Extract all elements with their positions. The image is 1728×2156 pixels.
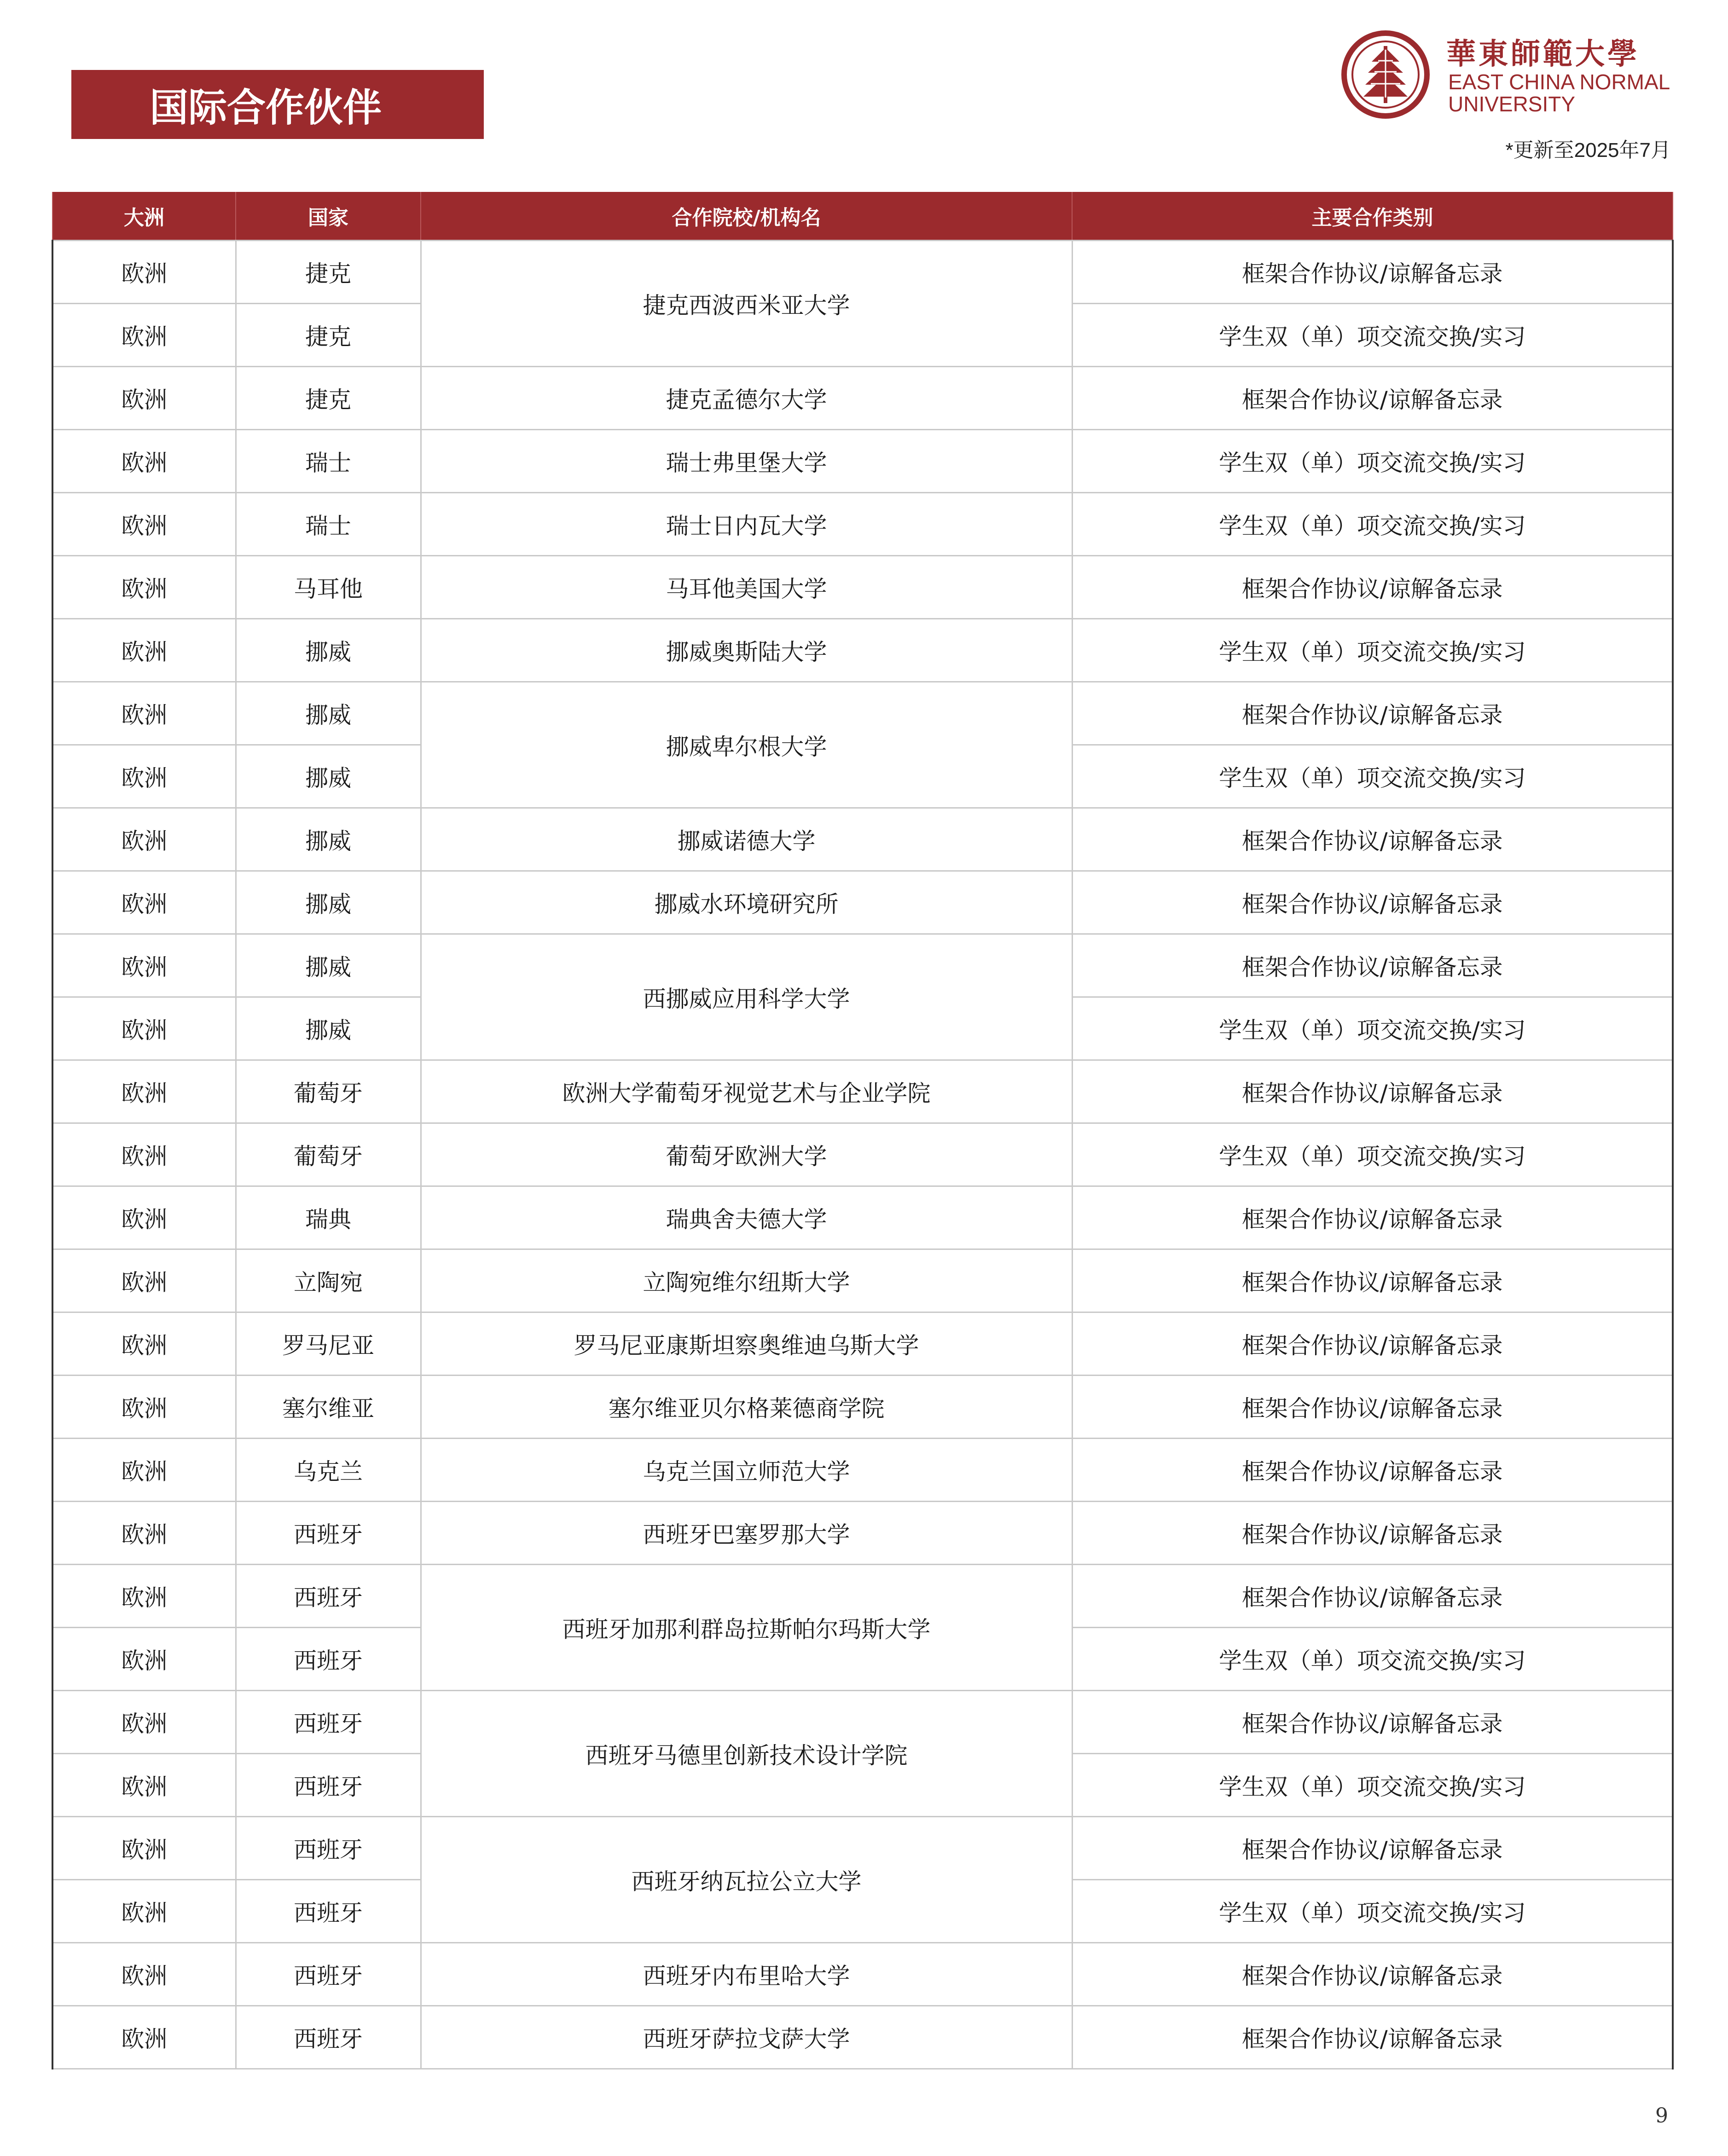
table-row (52, 871, 1673, 934)
category-cell: 框架合作协议/谅解备忘录 (1072, 682, 1673, 745)
table-header-row (52, 192, 1673, 241)
country-cell: 西班牙 (236, 1943, 421, 2006)
continent-cell: 欧洲 (52, 1754, 236, 1817)
country-cell: 立陶宛 (236, 1249, 421, 1312)
continent-cell: 欧洲 (52, 745, 236, 808)
category-cell: 框架合作协议/谅解备忘录 (1072, 556, 1673, 619)
category-cell: 框架合作协议/谅解备忘录 (1072, 367, 1673, 430)
category-cell: 框架合作协议/谅解备忘录 (1072, 241, 1673, 304)
country-cell: 瑞士 (236, 493, 421, 556)
country-cell: 捷克 (236, 304, 421, 367)
category-cell: 框架合作协议/谅解备忘录 (1072, 1943, 1673, 2006)
continent-cell: 欧洲 (52, 871, 236, 934)
partners-table-container (52, 192, 1672, 2069)
continent-cell: 欧洲 (52, 241, 236, 304)
continent-cell: 欧洲 (52, 1186, 236, 1249)
institution-cell: 西班牙马德里创新技术设计学院 (421, 1691, 1072, 1817)
continent-cell: 欧洲 (52, 1312, 236, 1376)
continent-cell: 欧洲 (52, 682, 236, 745)
country-cell: 葡萄牙 (236, 1123, 421, 1186)
category-cell: 框架合作协议/谅解备忘录 (1072, 1186, 1673, 1249)
institution-cell: 挪威奥斯陆大学 (421, 619, 1072, 682)
country-cell: 瑞士 (236, 430, 421, 493)
country-cell: 西班牙 (236, 1817, 421, 1880)
category-cell: 框架合作协议/谅解备忘录 (1072, 808, 1673, 871)
continent-cell: 欧洲 (52, 1439, 236, 1502)
category-cell: 框架合作协议/谅解备忘录 (1072, 934, 1673, 997)
institution-cell: 乌克兰国立师范大学 (421, 1439, 1072, 1502)
country-cell: 挪威 (236, 619, 421, 682)
institution-cell: 马耳他美国大学 (421, 556, 1072, 619)
country-cell: 捷克 (236, 241, 421, 304)
institution-cell: 捷克孟德尔大学 (421, 367, 1072, 430)
institution-cell: 瑞士日内瓦大学 (421, 493, 1072, 556)
logo-english-line1: EAST CHINA NORMAL (1448, 70, 1670, 94)
continent-cell: 欧洲 (52, 1880, 236, 1943)
institution-cell: 欧洲大学葡萄牙视觉艺术与企业学院 (421, 1060, 1072, 1123)
table-row (52, 934, 1673, 997)
category-cell: 框架合作协议/谅解备忘录 (1072, 2006, 1673, 2069)
table-row (52, 1502, 1673, 1565)
column-header-continent: 大洲 (52, 192, 236, 241)
country-cell: 挪威 (236, 745, 421, 808)
column-header-category: 主要合作类别 (1072, 192, 1673, 241)
continent-cell: 欧洲 (52, 2006, 236, 2069)
country-cell: 挪威 (236, 682, 421, 745)
table-row (52, 1691, 1673, 1754)
institution-cell: 西班牙内布里哈大学 (421, 1943, 1072, 2006)
institution-cell: 挪威卑尔根大学 (421, 682, 1072, 808)
continent-cell: 欧洲 (52, 1943, 236, 2006)
category-cell: 学生双（单）项交流交换/实习 (1072, 1754, 1673, 1817)
table-row (52, 1376, 1673, 1439)
continent-cell: 欧洲 (52, 430, 236, 493)
category-cell: 学生双（单）项交流交换/实习 (1072, 619, 1673, 682)
institution-cell: 捷克西波西米亚大学 (421, 241, 1072, 367)
continent-cell: 欧洲 (52, 493, 236, 556)
table-row (52, 367, 1673, 430)
institution-cell: 挪威诺德大学 (421, 808, 1072, 871)
category-cell: 框架合作协议/谅解备忘录 (1072, 1249, 1673, 1312)
category-cell: 学生双（单）项交流交换/实习 (1072, 997, 1673, 1060)
category-cell: 框架合作协议/谅解备忘录 (1072, 1312, 1673, 1376)
country-cell: 塞尔维亚 (236, 1376, 421, 1439)
country-cell: 挪威 (236, 934, 421, 997)
country-cell: 西班牙 (236, 1880, 421, 1943)
partners-table (52, 192, 1674, 2069)
table-row (52, 682, 1673, 745)
country-cell: 瑞典 (236, 1186, 421, 1249)
category-cell: 学生双（单）项交流交换/实习 (1072, 493, 1673, 556)
continent-cell: 欧洲 (52, 1123, 236, 1186)
category-cell: 学生双（单）项交流交换/实习 (1072, 745, 1673, 808)
table-row (52, 1312, 1673, 1376)
table-body (52, 241, 1673, 2069)
update-note: *更新至2025年7月 (1505, 139, 1671, 162)
country-cell: 西班牙 (236, 2006, 421, 2069)
table-row (52, 1943, 1673, 2006)
country-cell: 挪威 (236, 808, 421, 871)
category-cell: 框架合作协议/谅解备忘录 (1072, 1565, 1673, 1628)
institution-cell: 罗马尼亚康斯坦察奥维迪乌斯大学 (421, 1312, 1072, 1376)
table-row (52, 241, 1673, 304)
institution-cell: 葡萄牙欧洲大学 (421, 1123, 1072, 1186)
university-logo (1339, 29, 1680, 121)
country-cell: 罗马尼亚 (236, 1312, 421, 1376)
table-row (52, 1060, 1673, 1123)
country-cell: 挪威 (236, 997, 421, 1060)
category-cell: 框架合作协议/谅解备忘录 (1072, 1691, 1673, 1754)
continent-cell: 欧洲 (52, 997, 236, 1060)
institution-cell: 西挪威应用科学大学 (421, 934, 1072, 1060)
institution-cell: 瑞士弗里堡大学 (421, 430, 1072, 493)
institution-cell: 西班牙纳瓦拉公立大学 (421, 1817, 1072, 1943)
table-row (52, 1123, 1673, 1186)
institution-cell: 挪威水环境研究所 (421, 871, 1072, 934)
table-row (52, 1186, 1673, 1249)
category-cell: 学生双（单）项交流交换/实习 (1072, 1123, 1673, 1186)
category-cell: 框架合作协议/谅解备忘录 (1072, 1376, 1673, 1439)
continent-cell: 欧洲 (52, 1817, 236, 1880)
institution-cell: 西班牙萨拉戈萨大学 (421, 2006, 1072, 2069)
category-cell: 框架合作协议/谅解备忘录 (1072, 1060, 1673, 1123)
table-row (52, 2006, 1673, 2069)
table-row (52, 1817, 1673, 1880)
continent-cell: 欧洲 (52, 1565, 236, 1628)
continent-cell: 欧洲 (52, 1502, 236, 1565)
column-header-country: 国家 (236, 192, 421, 241)
category-cell: 框架合作协议/谅解备忘录 (1072, 871, 1673, 934)
table-row (52, 493, 1673, 556)
table-row (52, 430, 1673, 493)
country-cell: 马耳他 (236, 556, 421, 619)
continent-cell: 欧洲 (52, 934, 236, 997)
country-cell: 西班牙 (236, 1628, 421, 1691)
institution-cell: 瑞典舍夫德大学 (421, 1186, 1072, 1249)
category-cell: 框架合作协议/谅解备忘录 (1072, 1817, 1673, 1880)
table-row (52, 808, 1673, 871)
category-cell: 框架合作协议/谅解备忘录 (1072, 1439, 1673, 1502)
category-cell: 学生双（单）项交流交换/实习 (1072, 1880, 1673, 1943)
logo-english-name (1448, 71, 1687, 115)
category-cell: 学生双（单）项交流交换/实习 (1072, 1628, 1673, 1691)
table-row (52, 619, 1673, 682)
country-cell: 西班牙 (236, 1691, 421, 1754)
country-cell: 西班牙 (236, 1502, 421, 1565)
country-cell: 西班牙 (236, 1754, 421, 1817)
continent-cell: 欧洲 (52, 619, 236, 682)
table-row (52, 1565, 1673, 1628)
institution-cell: 立陶宛维尔纽斯大学 (421, 1249, 1072, 1312)
continent-cell: 欧洲 (52, 304, 236, 367)
university-seal-icon (1339, 29, 1432, 121)
category-cell: 框架合作协议/谅解备忘录 (1072, 1502, 1673, 1565)
category-cell: 学生双（单）项交流交换/实习 (1072, 304, 1673, 367)
continent-cell: 欧洲 (52, 1628, 236, 1691)
institution-cell: 西班牙加那利群岛拉斯帕尔玛斯大学 (421, 1565, 1072, 1691)
page-title: 国际合作伙伴 (150, 84, 382, 130)
column-header-institution: 合作院校/机构名 (421, 192, 1072, 241)
country-cell: 葡萄牙 (236, 1060, 421, 1123)
continent-cell: 欧洲 (52, 1249, 236, 1312)
table-row (52, 1249, 1673, 1312)
logo-chinese-name: 華東師範大學 (1446, 37, 1640, 71)
table-row (52, 1439, 1673, 1502)
category-cell: 学生双（单）项交流交换/实习 (1072, 430, 1673, 493)
institution-cell: 塞尔维亚贝尔格莱德商学院 (421, 1376, 1072, 1439)
institution-cell: 西班牙巴塞罗那大学 (421, 1502, 1072, 1565)
page-title-banner (71, 70, 484, 139)
page-number: 9 (1655, 2104, 1668, 2127)
country-cell: 挪威 (236, 871, 421, 934)
country-cell: 捷克 (236, 367, 421, 430)
continent-cell: 欧洲 (52, 1376, 236, 1439)
logo-english-line2: UNIVERSITY (1448, 92, 1576, 116)
continent-cell: 欧洲 (52, 808, 236, 871)
continent-cell: 欧洲 (52, 556, 236, 619)
continent-cell: 欧洲 (52, 1060, 236, 1123)
country-cell: 乌克兰 (236, 1439, 421, 1502)
country-cell: 西班牙 (236, 1565, 421, 1628)
table-row (52, 556, 1673, 619)
continent-cell: 欧洲 (52, 367, 236, 430)
continent-cell: 欧洲 (52, 1691, 236, 1754)
